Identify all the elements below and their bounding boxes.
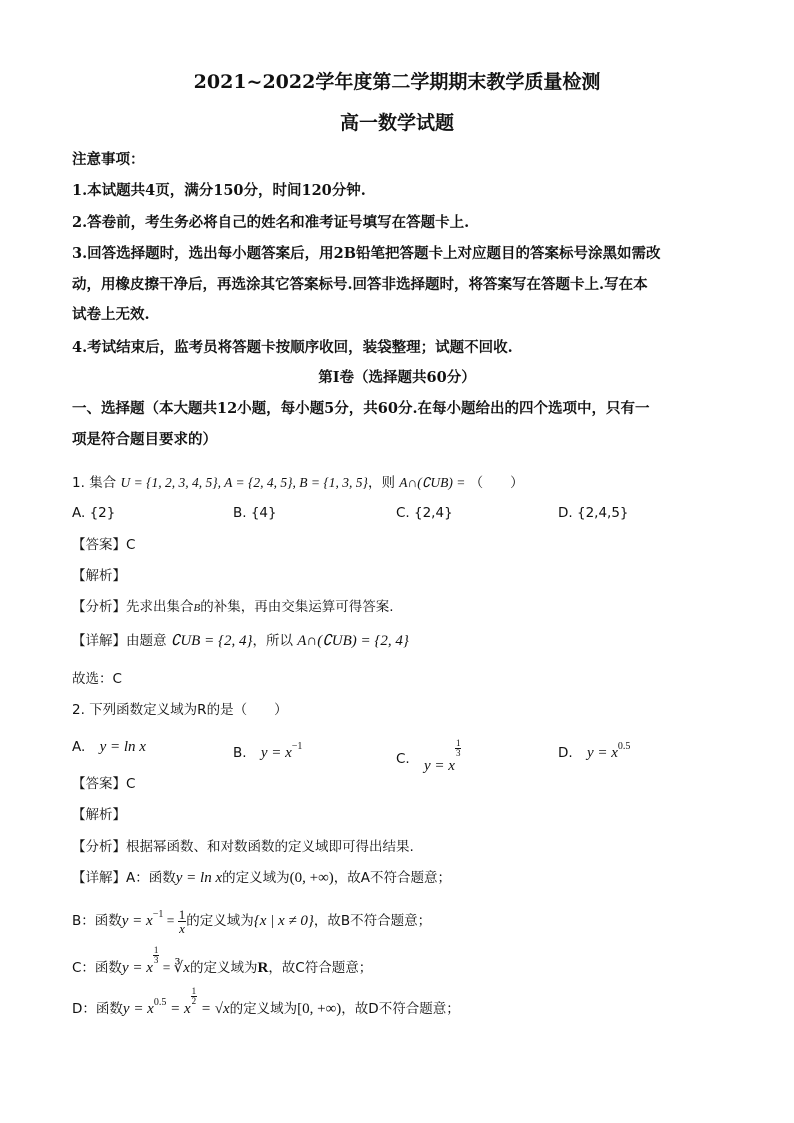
q2-detail-a-domain: (0, +∞)	[289, 870, 334, 886]
notice-item-2: 2.答卷前，考生务必将自己的姓名和准考证号填写在答题卡上.	[72, 214, 470, 231]
q2-detail-b-fraction	[178, 908, 187, 935]
section-instruction-1: 一、选择题（本大题共12小题，每小题5分，共60分.在每小题给出的四个选项中，只有一	[72, 400, 650, 417]
notice-item-3-cont: 动，用橡皮擦干净后，再选涂其它答案标号.回答非选择题时，将答案写在答题卡上.写在本	[72, 276, 648, 293]
q1-fenxi-text-b: 的补集，再由交集运算可得答案.	[200, 599, 394, 615]
q2-answer-value: C	[126, 776, 136, 792]
q1-detail	[72, 631, 409, 651]
q2-detail-b-eq: =	[163, 913, 178, 928]
q2-detail-c-root: ∛x	[173, 960, 190, 976]
q1-detail-eq2: A∩(∁UB) = {2, 4}	[297, 633, 409, 649]
q2-detail-b	[72, 902, 431, 935]
q2-option-c-label: C.	[396, 751, 410, 767]
q2-detail-d-exp: 0.5	[153, 997, 167, 1008]
q1-stem	[72, 473, 524, 493]
q1-stem-prefix: 集合	[89, 475, 117, 491]
q1-answer-tag: 【答案】	[72, 537, 126, 553]
q2-answer	[72, 774, 135, 794]
q1-option-b: B. {4}	[233, 505, 277, 521]
notice-item-3-end: 试卷上无效.	[72, 306, 150, 323]
q2-analysis-tag: 【解析】	[72, 807, 126, 823]
q2-detail-a-mid: 的定义域为	[222, 870, 290, 886]
q1-fenxi-text-a: 先求出集合	[126, 599, 194, 615]
exam-title: 2021~2022学年度第二学期期末教学质量检测	[193, 71, 601, 93]
q1-analysis-tag: 【解析】	[72, 568, 126, 584]
q2-fenxi	[72, 837, 414, 857]
q2-detail-a-expr: y = ln x	[175, 870, 223, 886]
q1-answer	[72, 535, 135, 555]
q2-option-a	[72, 737, 146, 757]
q2-detail-b-domain: {x | x ≠ 0}	[253, 913, 314, 929]
q2-stem	[72, 700, 288, 720]
notice-item-3: 3.回答选择题时，选出每小题答案后，用2B铅笔把答题卡上对应题目的答案标号涂黑如需改	[72, 245, 661, 262]
exam-subtitle: 高一数学试题	[339, 112, 454, 134]
q1-detail-text-b: ，所以	[252, 633, 293, 649]
notice-item-1: 1.本试题共4页，满分150分，时间120分钟.	[72, 182, 366, 199]
q1-fenxi-var: B	[193, 602, 201, 614]
q1-then: ，则	[367, 475, 395, 491]
q2-option-c-exp	[455, 739, 462, 758]
q2-option-b-expr: y = x	[260, 745, 292, 761]
q2-detail-c-pre: C：函数	[72, 960, 122, 976]
q2-detail-a	[72, 868, 451, 888]
q2-option-c	[396, 737, 461, 774]
q2-detail-d-domain: [0, +∞)	[297, 1001, 342, 1017]
q2-detail-c-end: ，故C符合题意；	[268, 960, 373, 976]
q2-detail-d-half-num: 1	[191, 986, 197, 996]
q2-detail-c-mid: 的定义域为	[189, 960, 258, 976]
q2-detail-c-expr: y = x	[121, 960, 153, 976]
q2-option-a-label: A.	[72, 739, 86, 755]
q2-detail-d	[72, 987, 460, 1021]
q1-option-a: A. {2}	[72, 505, 116, 521]
q2-detail-c-exp-num: 1	[153, 945, 159, 955]
q2-stem-text: 下列函数定义域为R的是（ ）	[89, 702, 288, 718]
q2-option-b-label: B.	[233, 745, 247, 761]
q2-detail-c-eq: =	[159, 960, 174, 975]
notice-heading: 注意事项：	[72, 151, 145, 168]
q2-answer-tag: 【答案】	[72, 776, 126, 792]
q2-detail-b-num: 1	[178, 906, 186, 922]
q2-option-a-expr: y = ln x	[99, 739, 146, 755]
q1-paren: （ ）	[469, 475, 524, 491]
q1-detail-eq1: ∁UB = {2, 4}	[170, 633, 253, 649]
q2-detail-a-pre: A：函数	[126, 870, 176, 886]
q2-detail-d-end: ，故D不符合题意；	[341, 1001, 460, 1017]
q2-option-c-expr: y = x	[424, 758, 455, 774]
q1-option-d: D. {2,4,5}	[558, 505, 629, 521]
q2-detail-b-end: ，故B不符合题意；	[313, 913, 432, 929]
q1-detail-tag: 【详解】	[72, 633, 126, 649]
q2-detail-d-eq1: = x	[166, 1001, 191, 1017]
q2-detail-d-expr: y = x	[122, 1001, 154, 1017]
q2-detail-b-exp: −1	[152, 909, 164, 920]
q2-detail-d-pre: D：函数	[72, 1001, 123, 1017]
q2-option-b	[233, 737, 302, 763]
q2-detail-c-domain: R	[257, 960, 269, 976]
q1-option-c: C. {2,4}	[396, 505, 453, 521]
q2-detail-b-expr: y = x	[121, 913, 153, 929]
q1-fenxi	[72, 597, 394, 618]
q1-answer-value: C	[126, 537, 136, 553]
q2-detail-d-eq2: = √x	[197, 1001, 230, 1017]
q2-detail-a-end: ，故A不符合题意；	[333, 870, 452, 886]
section-title: 第Ⅰ卷（选择题共60分）	[318, 369, 476, 386]
q1-expr: A∩(∁UB) =	[399, 475, 466, 490]
q1-fenxi-tag: 【分析】	[72, 599, 126, 615]
q1-number: 1.	[72, 475, 85, 491]
q2-option-c-exp-den: 3	[455, 748, 461, 758]
q2-option-c-exp-num: 1	[455, 738, 461, 748]
q2-detail-b-mid: 的定义域为	[186, 913, 254, 929]
q2-option-b-exp: −1	[291, 741, 303, 752]
q2-detail-d-mid: 的定义域为	[229, 1001, 298, 1017]
q2-detail-c	[72, 946, 372, 980]
q1-choose: 故选：C	[72, 671, 122, 687]
notice-item-4: 4.考试结束后，监考员将答题卡按顺序收回，装袋整理；试题不回收.	[72, 339, 513, 356]
q2-number: 2.	[72, 702, 85, 718]
q2-detail-d-half-den: 2	[191, 996, 197, 1006]
q2-option-d-exp: 0.5	[617, 741, 631, 752]
q2-fenxi-text: 根据幂函数、和对数函数的定义域即可得出结果.	[126, 839, 414, 855]
section-instruction-2: 项是符合题目要求的）	[72, 431, 217, 448]
q1-sets: U = {1, 2, 3, 4, 5}, A = {2, 4, 5}, B = {1, 3, 5}	[120, 475, 368, 490]
q2-option-d-label: D.	[558, 745, 573, 761]
q2-detail-b-pre: B：函数	[72, 913, 122, 929]
q2-detail-b-den: x	[179, 920, 185, 936]
q2-detail-c-exp-den: 3	[153, 955, 159, 965]
q2-option-d-expr: y = x	[586, 745, 618, 761]
q2-option-d	[558, 737, 630, 763]
q1-detail-text-a: 由题意	[126, 633, 167, 649]
q2-fenxi-tag: 【分析】	[72, 839, 126, 855]
q2-detail-tag: 【详解】	[72, 870, 126, 886]
